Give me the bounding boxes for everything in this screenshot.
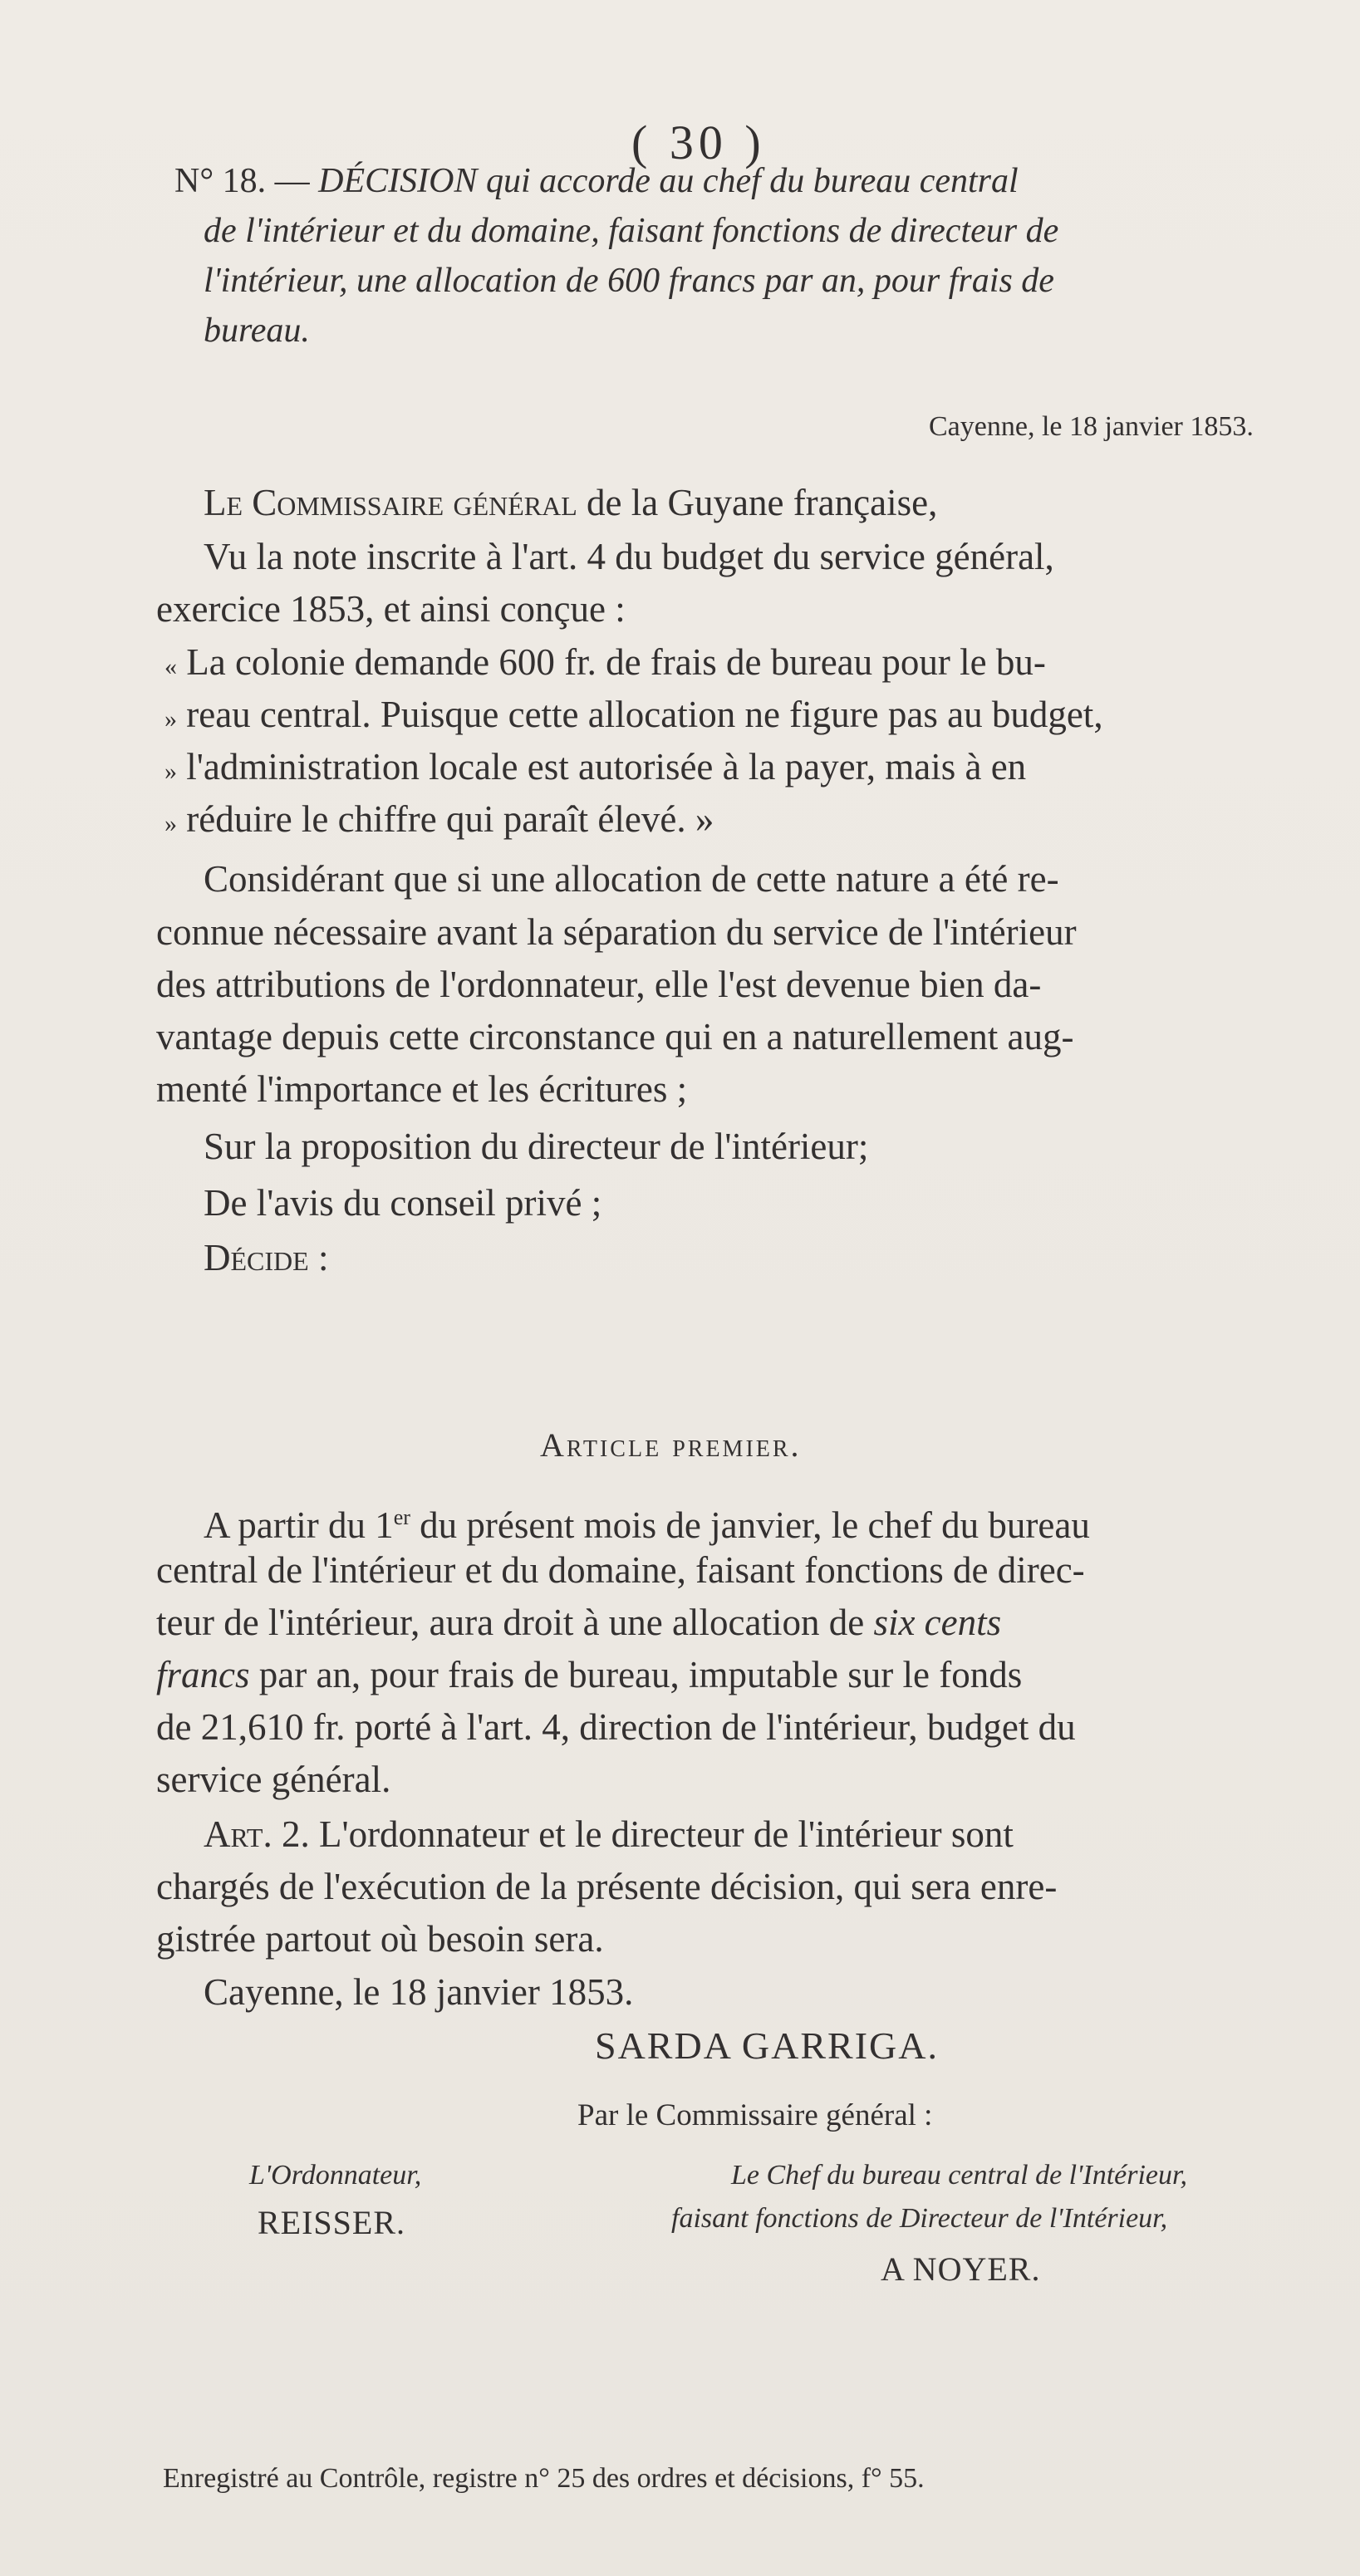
decision-title-line-1 (174, 156, 1019, 206)
quote-text-4: réduire le chiffre qui paraît élevé. » (186, 798, 714, 840)
quote-text-3: l'administration locale est autorisée à la payer, mais à en (186, 746, 1027, 788)
chef-bureau-title-line-1: Le Chef du bureau central de l'Intérieur, (731, 2160, 1187, 2191)
considerant-line-1: Considérant que si une allocation de cette nature a été re- (204, 858, 1059, 900)
article-1-line-4 (156, 1650, 1022, 1700)
preamble-vu-line: Vu la note inscrite à l'art. 4 du budget du service général, (204, 536, 1054, 577)
article-1-superscript: er (393, 1505, 410, 1529)
article-1-line-2: central de l'intérieur et du domaine, faisant fonctions de direc- (156, 1549, 1085, 1591)
article-2-line-1 (204, 1809, 1014, 1859)
decision-title-line-4: bureau. (204, 312, 310, 350)
ordonnateur-name: REISSER. (258, 2204, 406, 2241)
article-1-title: Article premier. (540, 1426, 802, 1464)
commissaire-general-label: Le Commissaire général (204, 482, 577, 523)
article-1-line-3 (156, 1597, 1001, 1647)
considerant-line-4: vantage depuis cette circonstance qui en a naturellement aug- (156, 1016, 1074, 1057)
registration-note: Enregistré au Contrôle, registre n° 25 des ordres et décisions, f° 55. (163, 2463, 925, 2494)
quote-line-4 (164, 794, 714, 849)
article-1-line-1 (204, 1493, 1090, 1550)
article-1-line-6: service général. (156, 1759, 391, 1800)
article-2-line-2: chargés de l'exécution de la présente décision, qui sera enre- (156, 1866, 1058, 1907)
considerant-line-2: connue nécessaire avant la séparation du service de l'intérieur (156, 911, 1077, 953)
quote-line-3 (164, 742, 1026, 797)
commissaire-general-rest: de la Guyane française, (577, 482, 938, 523)
header-place-date: Cayenne, le 18 janvier 1853. (929, 411, 1254, 442)
quote-text-1: La colonie demande 600 fr. de frais de bureau pour le bu- (186, 641, 1046, 683)
decide-heading: Décide : (204, 1237, 329, 1278)
page-number: ( 30 ) (631, 115, 766, 169)
decision-title-line-2: de l'intérieur et du domaine, faisant fonctions de directeur de (204, 212, 1059, 250)
ordonnateur-title: L'Ordonnateur, (249, 2160, 422, 2191)
avis-line: De l'avis du conseil privé ; (204, 1182, 602, 1224)
closing-place-date: Cayenne, le 18 janvier 1853. (204, 1971, 634, 2013)
article-1-francs-italic: francs (156, 1654, 250, 1695)
considerant-line-5: menté l'importance et les écritures ; (156, 1068, 688, 1110)
article-1-text-c: teur de l'intérieur, aura droit à une allocation de (156, 1602, 874, 1643)
chef-bureau-name: A NOYER. (881, 2250, 1041, 2288)
preamble-commissaire (204, 478, 937, 527)
decision-title-start: DÉCISION qui accorde au chef du bureau central (318, 162, 1019, 200)
chef-bureau-title-line-2: faisant fonctions de Directeur de l'Intérieur, (671, 2203, 1168, 2234)
article-1-text-b: du présent mois de janvier, le chef du bureau (410, 1504, 1090, 1546)
article-1-line-5: de 21,610 fr. porté à l'art. 4, direction de l'intérieur, budget du (156, 1706, 1076, 1748)
quote-line-2 (164, 689, 1103, 744)
decision-title-line-3: l'intérieur, une allocation de 600 francs par an, pour frais de (204, 262, 1054, 300)
quote-continuation-mark: » (164, 758, 177, 785)
quote-line-1 (164, 637, 1046, 692)
article-1-amount-italic: six cents (873, 1602, 1002, 1643)
quote-open-mark: « (164, 653, 177, 680)
quote-continuation-mark: » (164, 705, 177, 733)
signature-governor: SARDA GARRIGA. (595, 2024, 939, 2067)
article-2-line-3: gistrée partout où besoin sera. (156, 1918, 604, 1960)
decision-number: N° 18. — (174, 162, 319, 200)
article-2-label: Art. 2. (204, 1813, 310, 1855)
preamble-exercice-line: exercice 1853, et ainsi conçue : (156, 588, 626, 630)
proposition-line: Sur la proposition du directeur de l'intérieur; (204, 1126, 869, 1167)
article-1-text-d: par an, pour frais de bureau, imputable sur le fonds (249, 1654, 1023, 1695)
quote-continuation-mark: » (164, 810, 177, 837)
article-2-text-1: L'ordonnateur et le directeur de l'intérieur sont (309, 1813, 1014, 1855)
article-1-text-a: A partir du 1 (204, 1504, 394, 1546)
quote-text-2: reau central. Puisque cette allocation ne figure pas au budget, (186, 694, 1103, 735)
considerant-line-3: des attributions de l'ordonnateur, elle l'est devenue bien da- (156, 964, 1042, 1005)
par-commissaire-line: Par le Commissaire général : (577, 2098, 933, 2132)
